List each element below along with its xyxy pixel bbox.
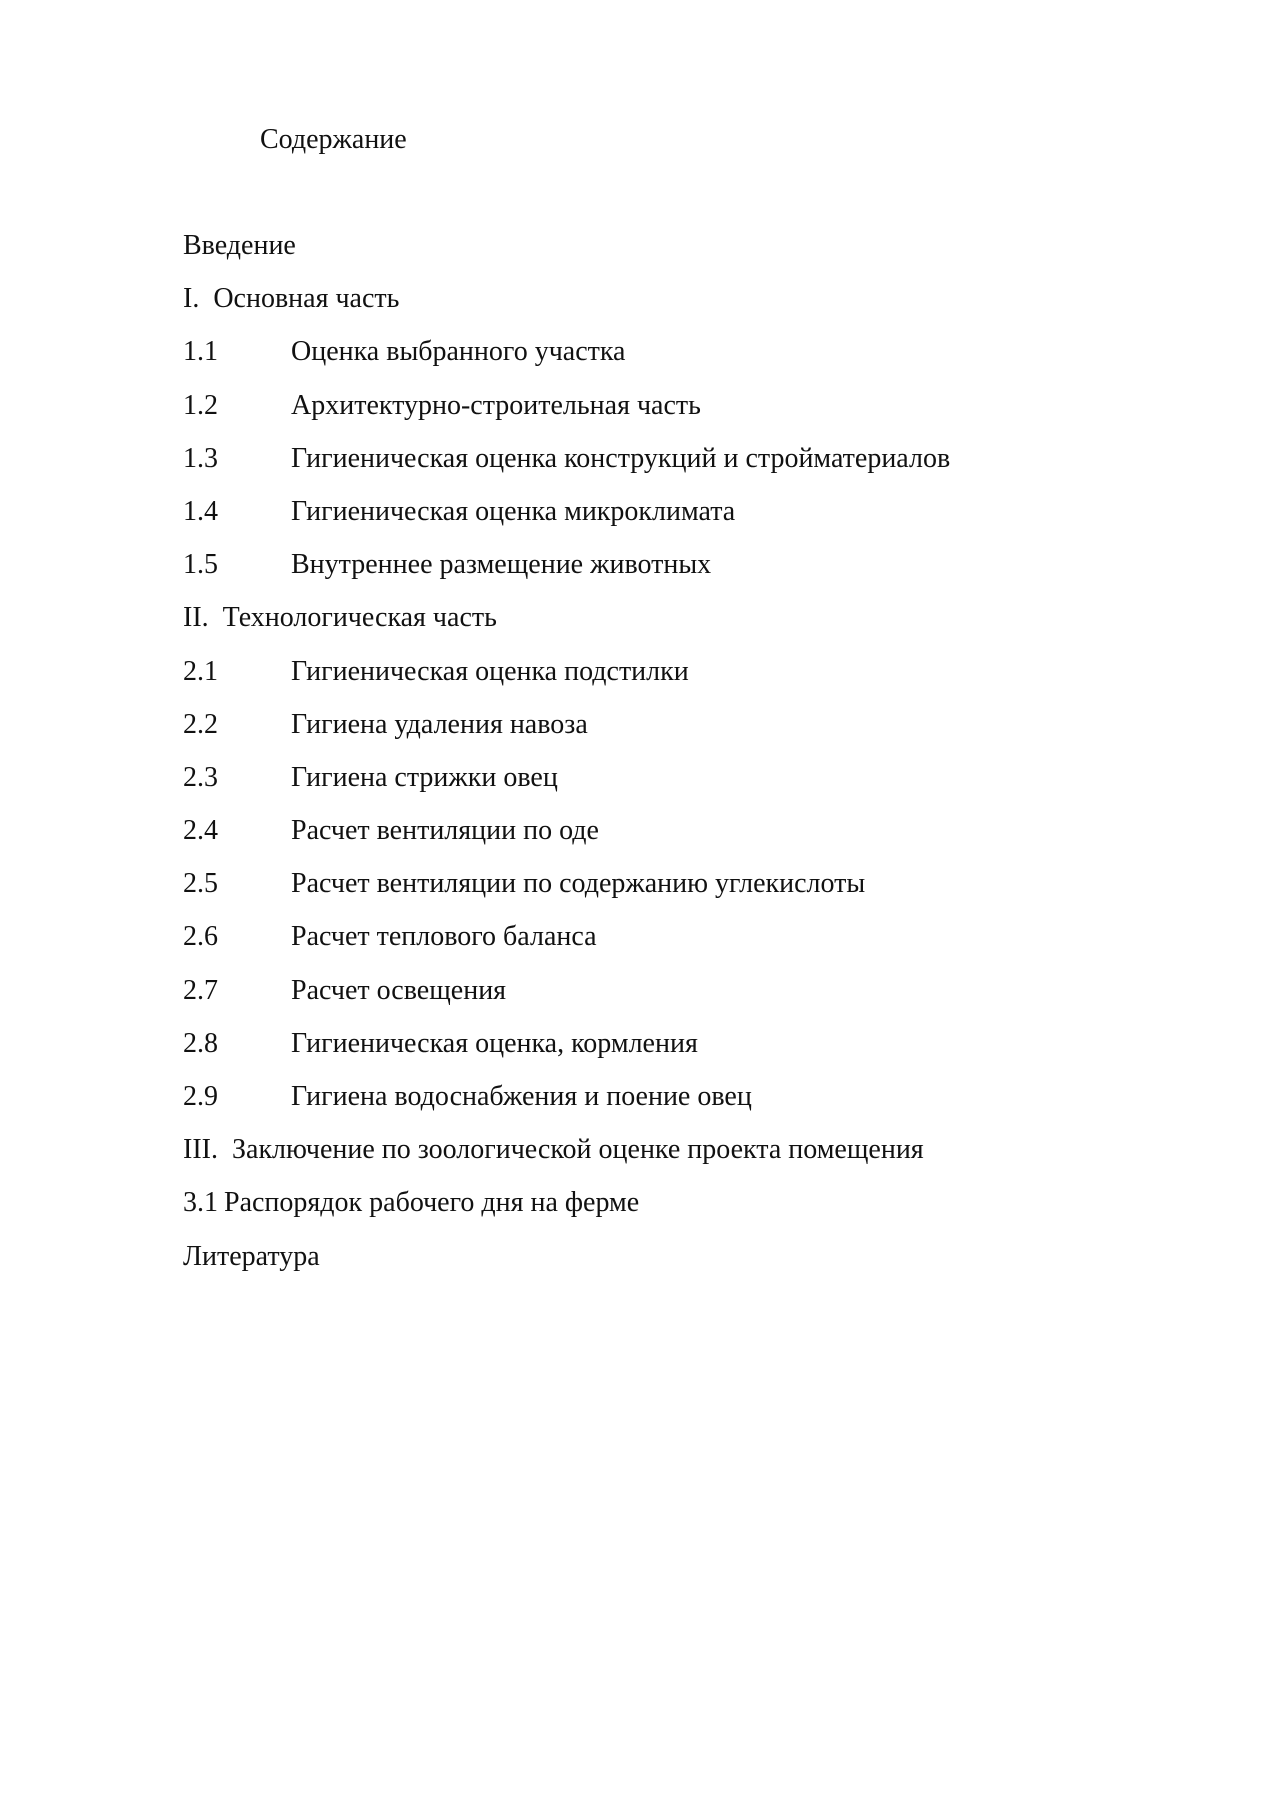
toc-entry-2-5 — [183, 867, 950, 920]
toc-entry-literature — [183, 1240, 950, 1293]
toc-entry-number: 2.1 — [183, 655, 218, 687]
toc-entry-label: Литература — [183, 1240, 320, 1272]
toc-entry-2-3 — [183, 761, 950, 814]
toc-entry-1-1 — [183, 335, 950, 388]
toc-entry-label: Основная часть — [213, 283, 400, 315]
toc-entry-2-7 — [183, 974, 950, 1027]
toc-entry-number: 1.4 — [183, 495, 218, 527]
table-of-contents — [183, 229, 950, 1293]
toc-entry-label: Гигиеническая оценка подстилки — [291, 655, 689, 687]
toc-entry-label: Гигиена водоснабжения и поение овец — [291, 1081, 752, 1112]
toc-entry-label: Введение — [183, 230, 296, 261]
toc-entry-label: Расчет освещения — [291, 974, 507, 1006]
toc-entry-label: Расчет вентиляции по содержанию углекислоты — [291, 868, 866, 900]
toc-entry-label: Технологическая часть — [222, 602, 497, 634]
toc-entry-2-2 — [183, 708, 950, 761]
toc-entry-label: Оценка выбранного участка — [291, 336, 626, 368]
toc-entry-number: III. — [183, 1134, 218, 1166]
toc-entry-label: Распорядок рабочего дня на ферме — [224, 1187, 640, 1219]
toc-entry-label: Заключение по зоологической оценке проекта помещения — [231, 1134, 924, 1166]
toc-entry-number: 1.1 — [183, 336, 218, 368]
toc-entry-2-4 — [183, 814, 950, 867]
toc-entry-1-2 — [183, 389, 950, 442]
toc-entry-number: 2.9 — [183, 1081, 218, 1112]
toc-entry-number: 2.4 — [183, 815, 218, 847]
toc-entry-number: 2.3 — [183, 761, 218, 793]
toc-entry-number: 1.3 — [183, 442, 218, 474]
toc-entry-2-8 — [183, 1027, 950, 1080]
toc-entry-part-3 — [183, 1133, 950, 1186]
toc-entry-label: Расчет теплового баланса — [291, 921, 597, 953]
toc-entry-label: Расчет вентиляции по оде — [291, 815, 599, 847]
toc-entry-number: II. — [183, 602, 209, 634]
toc-entry-3-1 — [183, 1186, 950, 1239]
toc-entry-1-3 — [183, 442, 950, 495]
toc-entry-1-5 — [183, 548, 950, 601]
toc-entry-label: Гигиена стрижки овец — [291, 761, 558, 793]
toc-entry-1-4 — [183, 495, 950, 548]
toc-entry-label: Гигиеническая оценка конструкций и стройматериалов — [291, 442, 951, 474]
toc-entry-2-1 — [183, 655, 950, 708]
toc-entry-number: 2.2 — [183, 708, 218, 740]
toc-entry-number: 2.5 — [183, 868, 218, 900]
toc-entry-label: Гигиеническая оценка микроклимата — [291, 495, 736, 527]
toc-entry-label: Внутреннее размещение животных — [291, 549, 712, 581]
toc-entry-2-6 — [183, 920, 950, 973]
toc-entry-number: 2.8 — [183, 1027, 218, 1059]
toc-entry-number: 2.7 — [183, 974, 218, 1006]
toc-entry-label: Архитектурно-строительная часть — [291, 389, 701, 421]
toc-entry-part-2 — [183, 601, 950, 654]
toc-entry-2-9 — [183, 1080, 950, 1133]
toc-entry-label: Гигиена удаления навоза — [291, 708, 588, 740]
page-title: Содержание — [260, 124, 407, 155]
toc-entry-label: Гигиеническая оценка, кормления — [291, 1027, 698, 1059]
toc-entry-number: 1.2 — [183, 389, 218, 421]
toc-entry-number: 1.5 — [183, 549, 218, 581]
toc-entry-number: 2.6 — [183, 921, 218, 953]
toc-entry-number: 3.1 — [183, 1187, 218, 1219]
toc-entry-introduction — [183, 229, 950, 282]
toc-entry-number: I. — [183, 283, 200, 315]
toc-entry-part-1 — [183, 282, 950, 335]
